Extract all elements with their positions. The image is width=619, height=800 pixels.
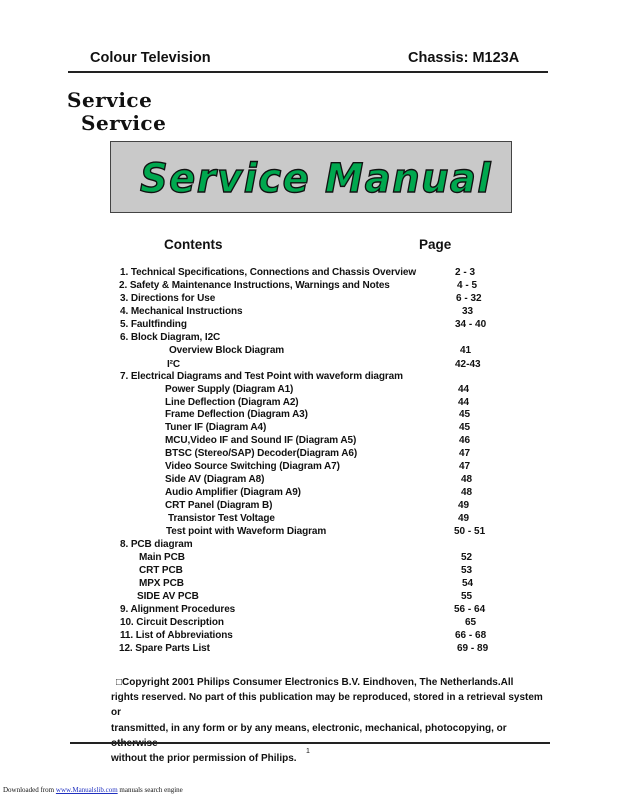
toc-entry: Frame Deflection (Diagram A3) [165, 409, 308, 421]
toc-entry: 10. Circuit Description [120, 616, 224, 628]
toc-page-number: 50 - 51 [454, 526, 486, 537]
toc-page-number: 65 [465, 616, 477, 628]
footer-rule [70, 742, 550, 744]
toc-entry: 5. Faultfinding [120, 318, 187, 330]
toc-entry: Test point with Waveform Diagram [166, 526, 327, 537]
toc-entry: Tuner IF (Diagram A4) [165, 422, 267, 434]
toc-entry: 7. Electrical Diagrams and Test Point with waveform diagram [120, 370, 403, 382]
toc-entry: 2. Safety & Maintenance Instructions, Warnings and Notes [119, 279, 390, 291]
toc-entry: 6. Block Diagram, I2C [120, 331, 221, 343]
toc-page-number: 47 [459, 461, 471, 473]
toc-page-number: 2 - 3 [455, 267, 476, 278]
toc-page-number: 49 [458, 500, 470, 512]
service-logo-line-2: Service [81, 111, 167, 135]
toc-page-number: 55 [461, 590, 473, 602]
service-logo-line-1: Service [67, 88, 153, 112]
toc-entry: SIDE AV PCB [137, 590, 199, 602]
toc-entry: MCU,Video IF and Sound IF (Diagram A5) [165, 435, 357, 447]
toc-page-number: 45 [459, 409, 471, 421]
toc-entry: BTSC (Stereo/SAP) Decoder(Diagram A6) [165, 448, 358, 460]
toc-page-number: 56 - 64 [454, 603, 486, 615]
copyright-notice [112, 675, 552, 691]
toc-page-number: 4 - 5 [457, 279, 478, 291]
page-heading: Page [419, 237, 452, 252]
toc-entry: 8. PCB diagram [120, 538, 193, 550]
footer-prefix: Downloaded from [3, 786, 56, 794]
contents-heading: Contents [164, 237, 223, 252]
banner-title: Service Manual [140, 156, 492, 202]
toc-entry: I²C [167, 358, 181, 370]
toc-page-number: 46 [459, 435, 471, 447]
toc-entry: CRT PCB [139, 564, 183, 576]
toc-page-number: 52 [461, 551, 473, 563]
toc-entry: Transistor Test Voltage [168, 513, 275, 525]
toc-entry: 3. Directions for Use [120, 292, 216, 304]
toc-entry: Main PCB [139, 551, 185, 563]
toc-page-number: 47 [459, 448, 471, 460]
toc-page-number: 42-43 [455, 358, 481, 370]
copyright-first-line: □Copyright 2001 Philips Consumer Electronics B.V. Eindhoven, The Netherlands.All [116, 677, 514, 688]
document-header-title: Colour Television [90, 50, 211, 66]
toc-page-number: 53 [461, 564, 473, 576]
toc-page-number: 33 [462, 305, 474, 317]
toc-page-number: 54 [462, 577, 474, 589]
page-number: 1 [306, 748, 310, 755]
toc-entry: 4. Mechanical Instructions [120, 305, 243, 317]
toc-entry: Line Deflection (Diagram A2) [165, 396, 299, 408]
toc-page-number: 34 - 40 [455, 318, 487, 330]
toc-page-number: 69 - 89 [457, 642, 489, 654]
toc-entry: 11. List of Abbreviations [120, 629, 233, 641]
toc-entry: Audio Amplifier (Diagram A9) [165, 487, 301, 499]
manualslib-link[interactable]: www.Manualslib.com [55, 786, 118, 794]
toc-entry: 9. Alignment Procedures [120, 603, 236, 615]
chassis-label: Chassis: M123A [408, 50, 520, 66]
toc-entry: Power Supply (Diagram A1) [165, 383, 294, 395]
toc-entry: CRT Panel (Diagram B) [165, 500, 273, 512]
toc-entry: Side AV (Diagram A8) [165, 474, 265, 486]
footer-suffix: manuals search engine [117, 786, 183, 794]
copyright-body [111, 690, 551, 766]
toc-entry: 1. Technical Specifications, Connections and Chassis Overview [120, 267, 417, 278]
toc-page-number: 44 [458, 396, 470, 408]
toc-entry: 12. Spare Parts List [119, 642, 210, 654]
copyright-line: transmitted, in any form or by any means, electronic, mechanical, photocopying, or [111, 722, 507, 734]
toc-entry: Overview Block Diagram [169, 344, 285, 356]
copyright-line: without the prior permission of Philips. [111, 753, 297, 765]
toc-page-number: 44 [458, 383, 470, 395]
toc-page-number: 48 [461, 487, 473, 499]
download-footer [3, 786, 183, 794]
toc-entry: Video Source Switching (Diagram A7) [165, 461, 340, 473]
copyright-line: rights reserved. No part of this publication may be reproduced, stored in a retrieval system or [111, 692, 543, 719]
toc-entry: MPX PCB [139, 577, 184, 589]
toc-page-number: 45 [459, 422, 471, 434]
toc-page-number: 49 [458, 513, 470, 525]
toc-page-number: 41 [460, 344, 472, 356]
toc-page-number: 66 - 68 [455, 629, 487, 641]
toc-page-number: 6 - 32 [456, 292, 482, 304]
toc-page-number: 48 [461, 474, 473, 486]
